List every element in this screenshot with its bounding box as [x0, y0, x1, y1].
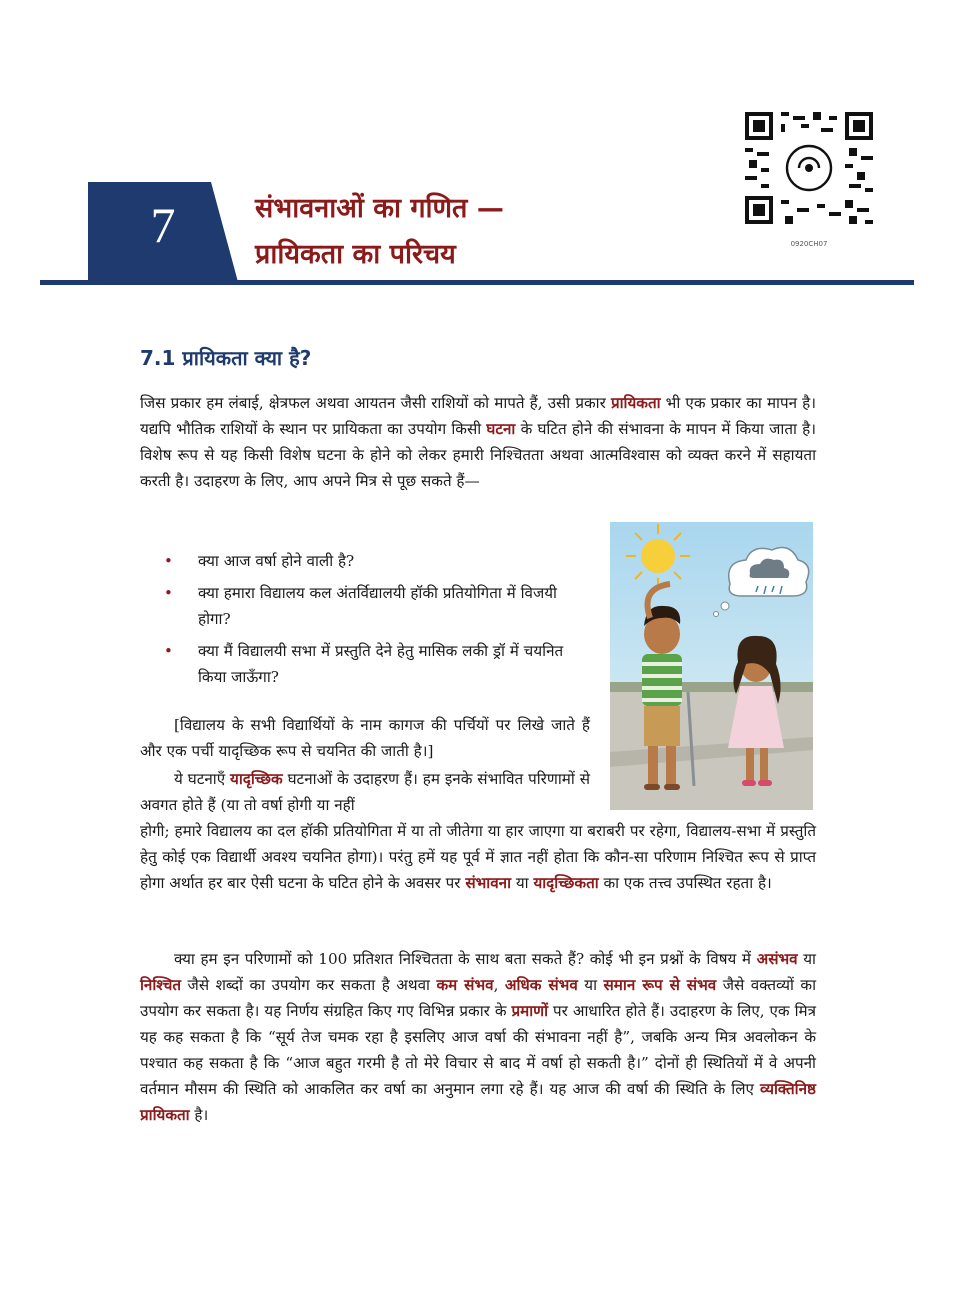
text-run: पर आधारित होते हैं। उदाहरण के लिए, एक मित्र यह कह सकता है कि “सूर्य तेज चमक रहा है इसलिए आज वर्षा की संभावना नहीं है”, जबकि अन्य मित्र अवलोकन के पश्चात कह सकता है कि “आज बहुत गरमी है तो मेरे विचार से बाद में वर्षा हो सकती है।” दोनों ही स्थितियों में वे अपनी वर्तमान मौसम की स्थिति को आकलित कर वर्षा का अनुमान लगा रहे हैं। यह आज की वर्षा की स्थिति के लिए [140, 1002, 816, 1098]
chapter-title-line-1: संभावनाओं का गणित — [255, 193, 504, 224]
question-list [164, 548, 592, 696]
qr-code-caption: 0920CH07 [790, 240, 828, 248]
keyword-impossible: असंभव [756, 950, 798, 968]
text-run: है। [189, 1106, 209, 1124]
text-run: के घटित होने की संभावना के मापन में किया जाता है। विशेष रूप से यह किसी विशेष घटना के होने को लेकर हमारी निश्चितता अथवा आत्मविश्वास को व्यक्त करने में सहायता करती है। उदाहरण के लिए, आप अपने मित्र से पूछ सकते हैं— [140, 420, 816, 490]
text-run: या [797, 950, 816, 968]
text-run: जैसे वक्तव्यों का उपयोग कर सकता है। यह निर्णय संग्रहित किए गए विभिन्न प्रकार के [140, 976, 817, 1020]
list-item-text: क्या आज वर्षा होने वाली है? [198, 552, 355, 570]
children-weather-illustration [610, 522, 813, 810]
text-run: का एक तत्त्व उपस्थित रहता है। [598, 874, 772, 892]
text-run: घटनाओं के उदाहरण हैं। हम इनके संभावित परिणामों से अवगत होते हैं (या तो वर्षा होगी या नहीं [140, 770, 591, 814]
text-run: या [577, 976, 604, 994]
list-item [164, 548, 592, 574]
paragraph-subjective-probability [140, 946, 816, 1128]
keyword-event: घटना [486, 420, 516, 438]
keyword-subjective-probability: व्यक्तिनिष्ठ प्रायिकता [140, 1080, 816, 1124]
qr-code-icon [745, 112, 873, 224]
text-run: भी एक प्रकार का मापन है। यद्यपि भौतिक राशियों के स्थान पर प्रायिकता का उपयोग किसी [140, 394, 816, 438]
text-run: जिस प्रकार हम लंबाई, क्षेत्रफल अथवा आयतन जैसी राशियों को मापते हैं, उसी प्रकार [140, 394, 611, 412]
paragraph-intro [140, 390, 816, 494]
keyword-equally-likely: समान रूप से संभव [603, 976, 717, 994]
text-run: क्या हम इन परिणामों को 100 प्रतिशत निश्चितता के साथ बता सकते हैं? कोई भी इन प्रश्नों के विषय में [174, 950, 757, 968]
header-rule [40, 280, 914, 285]
keyword-evidence: प्रमाणों [511, 1002, 549, 1020]
keyword-more-likely: अधिक संभव [504, 976, 578, 994]
section-heading: 7.1 प्रायिकता क्या है? [140, 346, 312, 370]
paragraph-random-events-continued [140, 818, 816, 896]
chapter-title-line-2: प्रायिकता का परिचय [255, 239, 456, 270]
text-run: या [511, 874, 534, 892]
keyword-less-likely: कम संभव [436, 976, 494, 994]
list-item-text: क्या मैं विद्यालयी सभा में प्रस्तुति देने हेतु मासिक लकी ड्रॉ में चयनित किया जाऊँगा? [198, 642, 564, 686]
chapter-title [255, 186, 715, 278]
keyword-chance: संभावना [465, 874, 512, 892]
bullet-icon: • [164, 552, 173, 570]
keyword-random: यादृच्छिक [230, 770, 283, 788]
keyword-certain: निश्चित [140, 976, 182, 994]
chapter-number: 7 [150, 197, 176, 253]
keyword-probability: प्रायिकता [610, 394, 661, 412]
list-item-text: क्या हमारा विद्यालय कल अंतर्विद्यालयी हॉकी प्रतियोगिता में विजयी होगा? [198, 584, 557, 628]
bullet-icon: • [164, 584, 173, 602]
paragraph-note: [विद्यालय के सभी विद्यार्थियों के नाम कागज की पर्चियों पर लिखे जाते हैं और एक पर्ची यादृच्छिक रूप से चयनित की जाती है।] [140, 716, 590, 760]
text-run: , [493, 976, 505, 994]
keyword-randomness: यादृच्छिकता [533, 874, 599, 892]
bullet-icon: • [164, 642, 173, 660]
paragraph-random-events [140, 766, 590, 818]
list-item [164, 638, 592, 690]
text-run: होगी; हमारे विद्यालय का दल हॉकी प्रतियोगिता में या तो जीतेगा या हार जाएगा या बराबरी पर रहेगा, विद्यालय-सभा में प्रस्तुति हेतु कोई एक विद्यार्थी अवश्य चयनित होगा)। परंतु हमें यह पूर्व में ज्ञात नहीं होता कि कौन-सा परिणाम निश्चित रूप से प्राप्त होगा अर्थात हर बार ऐसी घटना के घटित होने के अवसर पर [140, 822, 816, 892]
list-item [164, 580, 592, 632]
text-run: ये घटनाएँ [174, 770, 231, 788]
text-run: जैसे शब्दों का उपयोग कर सकता है अथवा [181, 976, 437, 994]
